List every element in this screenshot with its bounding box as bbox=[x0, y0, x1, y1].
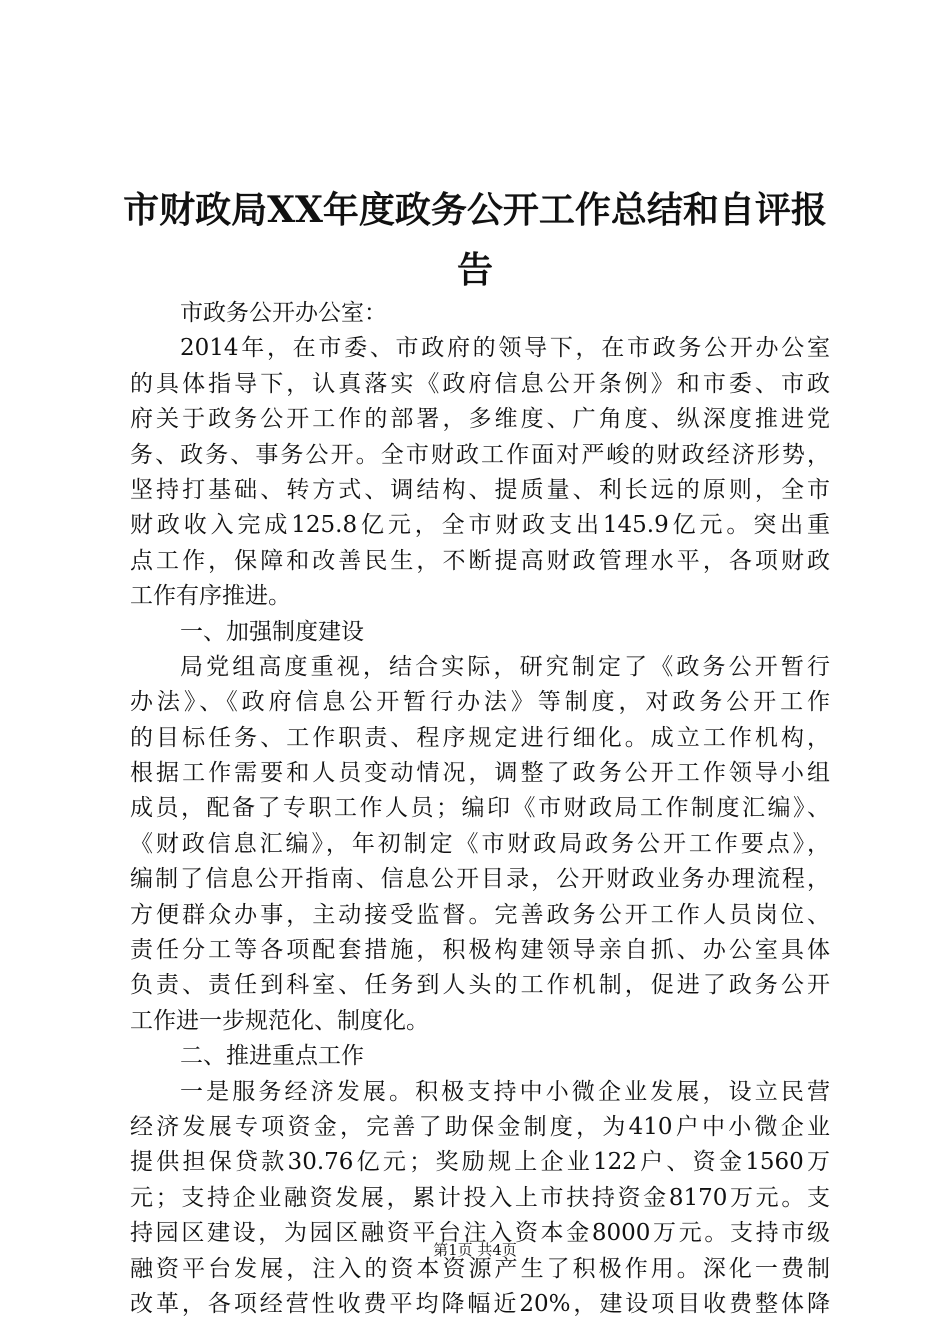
paragraph-line: 的具体指导下，认真落实《政府信息公开条例》和市委、市政 bbox=[130, 370, 830, 397]
paragraph-line: 财政收入完成125.8亿元，全市财政支出145.9亿元。突出重 bbox=[130, 512, 830, 539]
paragraph-line: 务、政务、事务公开。全市财政工作面对严峻的财政经济形势， bbox=[130, 441, 830, 468]
paragraph-line: 负责、责任到科室、任务到人头的工作机制，促进了政务公开 bbox=[130, 972, 830, 999]
paragraph-line: 工作有序推进。 bbox=[130, 583, 291, 610]
paragraph-line: 《财政信息汇编》，年初制定《市财政局政务公开工作要点》， bbox=[130, 830, 830, 857]
document-body bbox=[130, 296, 830, 1322]
paragraph-line: 改革，各项经营性收费平均降幅近20%，建设项目收费整体降 bbox=[130, 1290, 830, 1317]
paragraph-line: 方便群众办事，主动接受监督。完善政务公开工作人员岗位、 bbox=[130, 901, 830, 928]
paragraph-line: 一是服务经济发展。积极支持中小微企业发展，设立民营 bbox=[180, 1078, 830, 1105]
paragraph-line: 责任分工等各项配套措施，积极构建领导亲自抓、办公室具体 bbox=[130, 937, 830, 964]
paragraph-line: 持园区建设，为园区融资平台注入资本金8000万元。支持市级 bbox=[130, 1220, 830, 1247]
paragraph-line: 融资平台发展，注入的资本资源产生了积极作用。深化一费制 bbox=[130, 1255, 830, 1282]
paragraph-line: 点工作，保障和改善民生，不断提高财政管理水平，各项财政 bbox=[130, 547, 830, 574]
paragraph-line: 经济发展专项资金，完善了助保金制度，为410户中小微企业 bbox=[130, 1113, 830, 1140]
paragraph-line: 元；支持企业融资发展，累计投入上市扶持资金8170万元。支 bbox=[130, 1184, 830, 1211]
paragraph-line: 局党组高度重视，结合实际，研究制定了《政务公开暂行 bbox=[180, 653, 830, 680]
paragraph-line: 编制了信息公开指南、信息公开目录，公开财政业务办理流程， bbox=[130, 866, 830, 893]
section-heading: 二、推进重点工作 bbox=[180, 1043, 364, 1070]
paragraph-line: 2014年，在市委、市政府的领导下，在市政务公开办公室 bbox=[180, 335, 830, 362]
section-heading: 一、加强制度建设 bbox=[180, 618, 364, 645]
paragraph-line: 工作进一步规范化、制度化。 bbox=[130, 1007, 429, 1034]
paragraph-line: 坚持打基础、转方式、调结构、提质量、利长远的原则，全市 bbox=[130, 476, 830, 503]
page-number-footer: 第1页 共4页 bbox=[433, 1241, 517, 1259]
salutation: 市政务公开办公室： bbox=[180, 300, 387, 326]
paragraph-line: 府关于政务公开工作的部署，多维度、广角度、纵深度推进党 bbox=[130, 406, 830, 433]
document-title-line-1: 市财政局XX年度政务公开工作总结和自评报 bbox=[123, 189, 827, 231]
paragraph-line: 根据工作需要和人员变动情况，调整了政务公开工作领导小组 bbox=[130, 760, 830, 787]
document-title-line-2: 告 bbox=[456, 249, 493, 291]
paragraph-line: 提供担保贷款30.76亿元；奖励规上企业122户、资金1560万 bbox=[130, 1149, 830, 1176]
paragraph-line: 办法》、《政府信息公开暂行办法》等制度，对政务公开工作 bbox=[130, 689, 830, 716]
paragraph-line: 的目标任务、工作职责、程序规定进行细化。成立工作机构， bbox=[130, 724, 830, 751]
paragraph-line: 成员，配备了专职工作人员；编印《市财政局工作制度汇编》、 bbox=[130, 795, 830, 822]
